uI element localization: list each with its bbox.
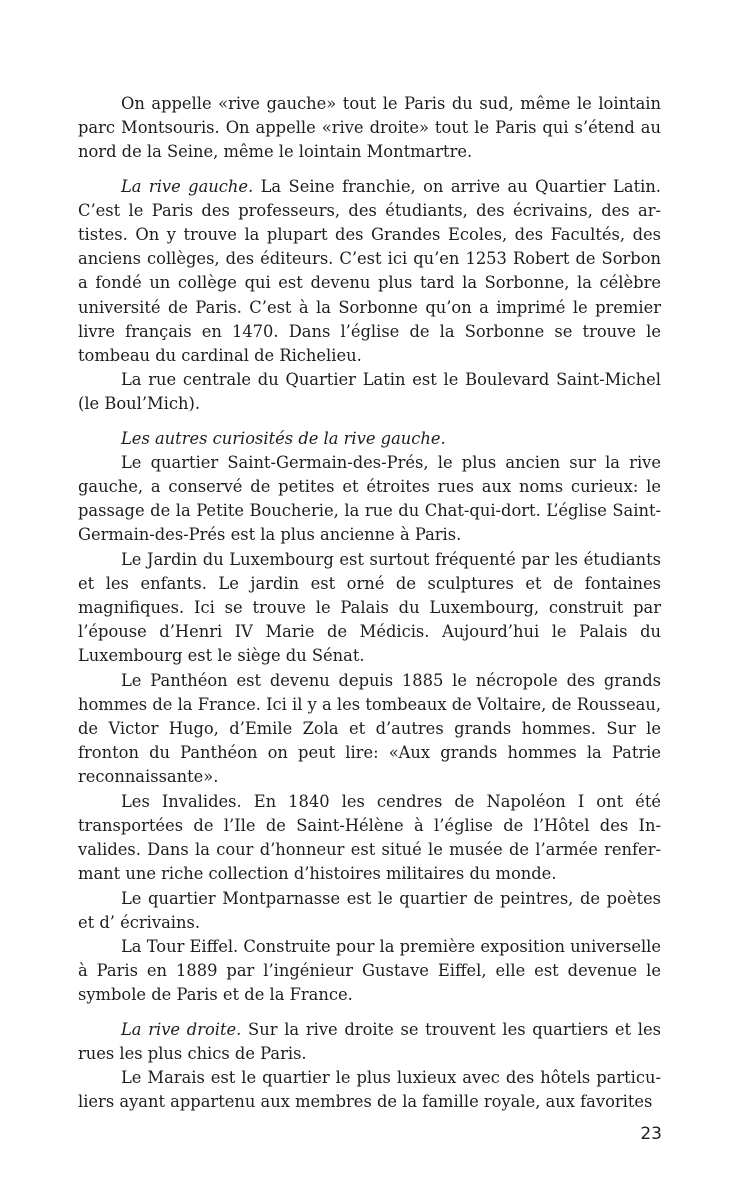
paragraph-text: Le quartier Saint-Germain-des-Prés, le plus ancien sur la rive gauche, a conservé de petites et étroites rues aux noms curieux: le passage de la Petite Boucherie, la rue du Chat-qui-dort. L’église Saint-Germain-des-Prés est la plus ancienne à Paris. (78, 452, 661, 545)
paragraph-luxembourg (78, 548, 661, 669)
paragraph-text: La Tour Eiffel. Construite pour la première exposition universelle à Paris en 1889 par l’ingénieur Gustave Eiffel, elle est devenue le symbole de Paris et de la France. (78, 936, 661, 1005)
paragraph-text: On appelle «rive gauche» tout le Paris du sud, même le lointain parc Montsouris. On appelle «rive droite» tout le Paris qui s’étend au nord de la Seine, même le lointain Montmartre. (78, 94, 661, 162)
paragraph-rive-droite (78, 1018, 661, 1066)
paragraph-curiosites-heading (78, 427, 661, 451)
paragraph-saint-germain (78, 451, 661, 548)
paragraph-text: Le Marais est le quartier le plus luxieux avec des hôtels particuliers ayant appartenu aux membres de la famille royale, aux favorites (78, 1067, 661, 1112)
paragraph-invalides (78, 790, 661, 887)
paragraph-text: Sur la rive droite se trouvent les quartiers et les rues les plus chics de Paris. (78, 1019, 661, 1063)
paragraph-text: La Seine franchie, on arrive au Quartier Latin. C’est le Paris des professeurs, des étudiants, des écrivains, des artistes. On y trouve la plupart des Grandes Ecoles, des Facultés, des anciens collèges, des éditeurs. C’est ici qu’en 1253 Robert de Sorbon a fondé un collège qui est devenu plus tard la Sorbonne, la célèbre université de Paris. C’est à la Sorbonne qu’on a imprimé le premier livre français en 1470. Dans l’église de la Sorbonne se trouve le tombeau du cardinal de Richelieu. (78, 176, 661, 366)
paragraph-tour-eiffel (78, 935, 661, 1008)
paragraph-text: Le Panthéon est devenu depuis 1885 le nécropole des grands hommes de la France. Ici il y a les tombeaux de Voltaire, de Rousseau, de Victor Hugo, d’Emile Zola et d’autres grands hommes. Sur le fronton du Panthéon on peut lire: «Aux grands hommes la Patrie reconnaissante». (78, 670, 661, 787)
paragraph-text: Les Invalides. En 1840 les cendres de Napoléon I ont été transportées de l’Ile de Saint-Hélène à l’église de l’Hôtel des Invalides. Dans la cour d’honneur est situé le musée de l’armée renfermant une riche collection d’histoires militaires du monde. (78, 791, 661, 884)
paragraph-intro (78, 92, 661, 165)
paragraph-rive-gauche (78, 175, 661, 369)
section-heading: La rive droite. (121, 1019, 242, 1039)
section-heading: La rive gauche. (121, 176, 254, 196)
paragraph-text: Le Jardin du Luxembourg est surtout fréquenté par les étudiants et les enfants. Le jardin est orné de sculptures et de fontaines magnifiques. Ici se trouve le Palais du Luxembourg, construit par l’épouse d’Henri IV Marie de Médicis. Aujourd’hui le Palais du Luxembourg est le siège du Sénat. (78, 549, 661, 666)
paragraph-text: La rue centrale du Quartier Latin est le Boulevard Saint-Michel (le Boul’Mich). (78, 370, 661, 414)
page-number: 23 (640, 1124, 662, 1144)
section-heading: Les autres curiosités de la rive gauche. (121, 428, 446, 448)
paragraph-pantheon (78, 669, 661, 790)
paragraph-montparnasse (78, 887, 661, 935)
paragraph-text: Le quartier Montparnasse est le quartier de peintres, de poètes et d’ écrivains. (78, 888, 661, 932)
paragraph-marais (78, 1066, 661, 1114)
page-body (78, 92, 661, 1114)
paragraph-boul-mich (78, 368, 661, 416)
